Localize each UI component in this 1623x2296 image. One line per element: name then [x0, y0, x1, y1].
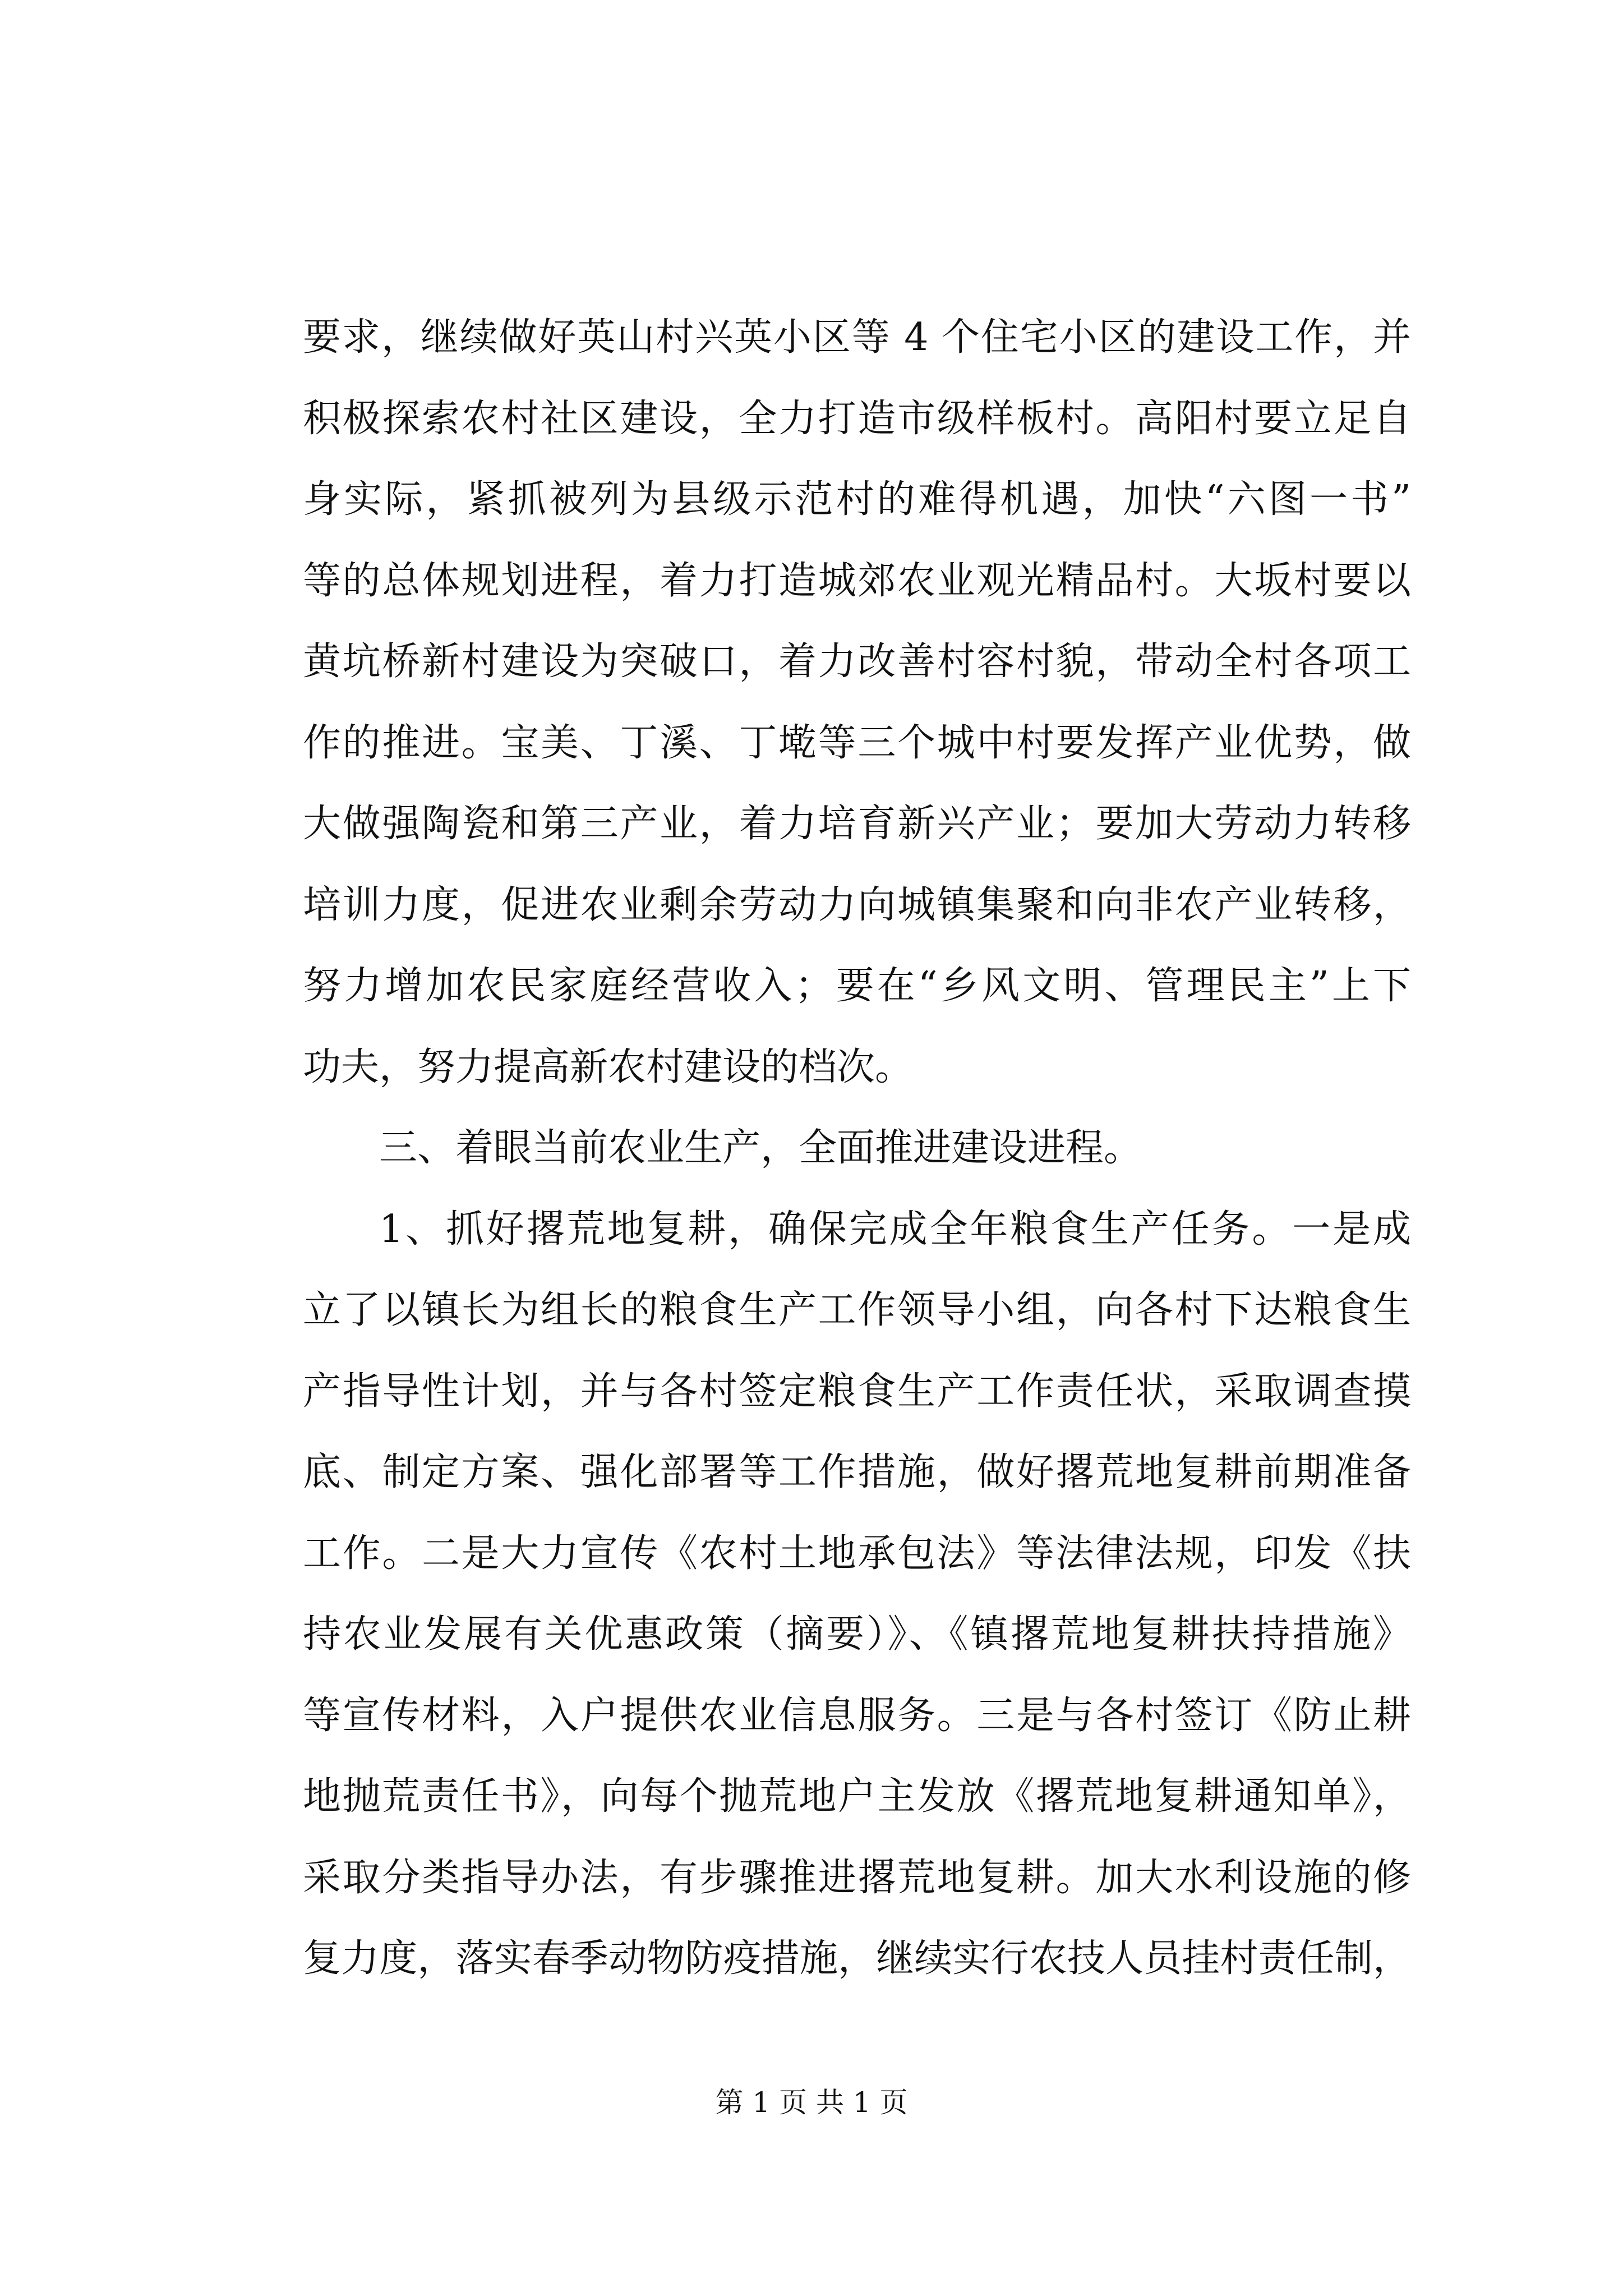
text-line: 持农业发展有关优惠政策（摘要）》、《镇撂荒地复耕扶持措施》 — [303, 1612, 1411, 1657]
text-line: 采取分类指导办法，有步骤推进撂荒地复耕。加大水利设施的修 — [303, 1855, 1411, 1900]
section-heading: 三、着眼当前农业生产，全面推进建设进程。 — [379, 1126, 1142, 1170]
text-line: 等宣传材料，入户提供农业信息服务。三是与各村签订《防止耕 — [303, 1693, 1411, 1738]
text-line: 努力增加农民家庭经营收入；要在“乡风文明、管理民主”上下 — [303, 964, 1411, 1008]
page-footer: 第 1 页 共 1 页 — [715, 2086, 908, 2119]
text-line: 大做强陶瓷和第三产业，着力培育新兴产业；要加大劳动力转移 — [303, 802, 1411, 846]
text-line: 地抛荒责任书》，向每个抛荒地户主发放《撂荒地复耕通知单》， — [303, 1774, 1411, 1819]
text-line: 培训力度，促进农业剩余劳动力向城镇集聚和向非农产业转移， — [303, 882, 1411, 927]
text-line: 产指导性计划，并与各村签定粮食生产工作责任状，采取调查摸 — [303, 1369, 1411, 1414]
text-line: 底、制定方案、强化部署等工作措施，做好撂荒地复耕前期准备 — [303, 1450, 1411, 1494]
document-body — [303, 297, 1411, 2000]
text-line: 复力度，落实春季动物防疫措施，继续实行农技人员挂村责任制， — [303, 1936, 1411, 1981]
text-line: 工作。二是大力宣传《农村土地承包法》等法律法规，印发《扶 — [303, 1531, 1411, 1576]
text-line: 要求，继续做好英山村兴英小区等 4 个住宅小区的建设工作，并 — [303, 315, 1411, 360]
text-line: 1、抓好撂荒地复耕，确保完成全年粮食生产任务。一是成 — [379, 1207, 1411, 1251]
text-line: 功夫，努力提高新农村建设的档次。 — [303, 1045, 914, 1089]
text-line: 等的总体规划进程，着力打造城郊农业观光精品村。大坂村要以 — [303, 558, 1411, 603]
text-line: 黄坑桥新村建设为突破口，着力改善村容村貌，带动全村各项工 — [303, 639, 1411, 684]
text-line: 立了以镇长为组长的粮食生产工作领导小组，向各村下达粮食生 — [303, 1288, 1411, 1332]
text-line: 作的推进。宝美、丁溪、丁墘等三个城中村要发挥产业优势，做 — [303, 720, 1411, 765]
text-line: 积极探索农村社区建设，全力打造市级样板村。高阳村要立足自 — [303, 396, 1411, 441]
text-line: 身实际，紧抓被列为县级示范村的难得机遇，加快“六图一书” — [303, 477, 1411, 522]
